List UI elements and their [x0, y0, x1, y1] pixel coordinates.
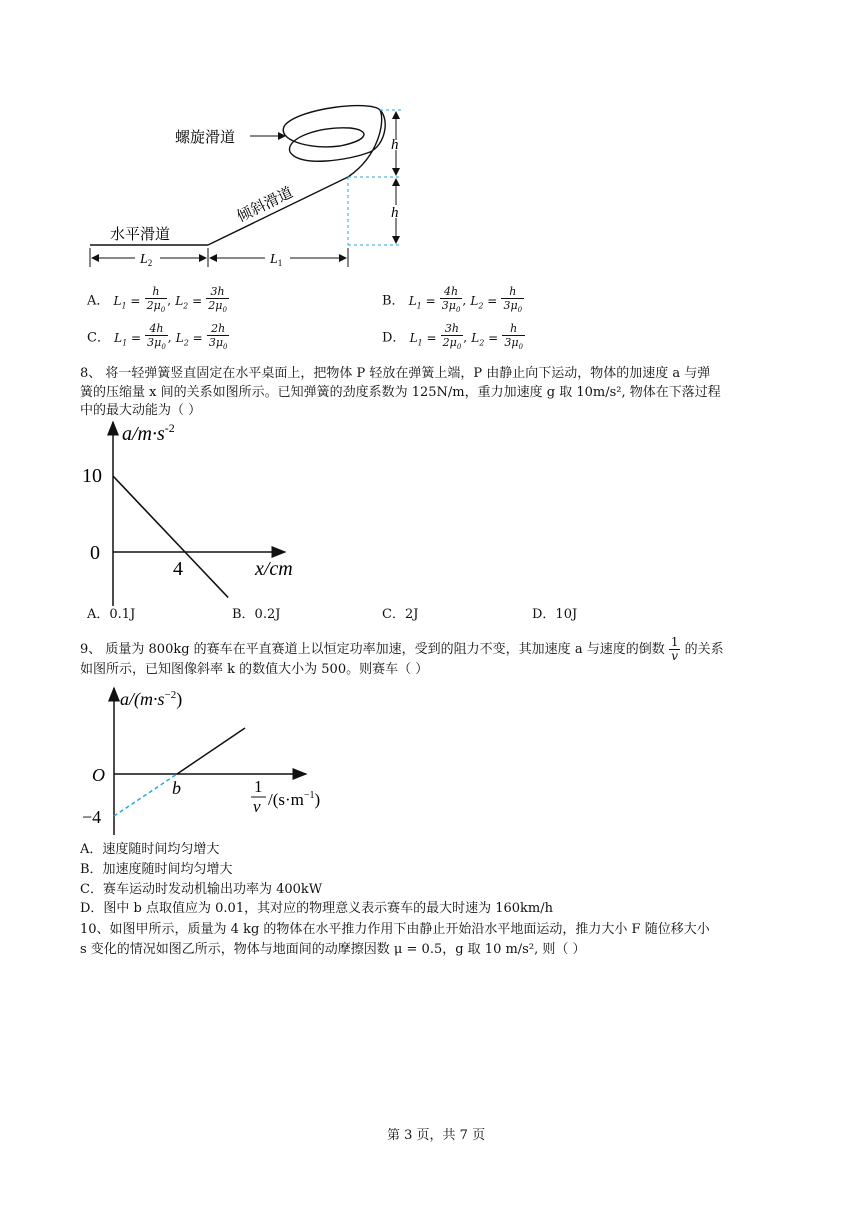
q9-x-unit: $/(s\cdot m^{-1})$	[268, 790, 321, 809]
q8-tick-y-10: 10	[82, 465, 102, 487]
page-footer: 第 3 页，共 7 页	[387, 1128, 486, 1143]
q9-chart	[80, 685, 350, 840]
q8-y-axis-label: $a/m\cdot s^{-2}$	[122, 421, 175, 445]
slide-track-figure	[80, 100, 420, 270]
q9-line-1: 9、 质量为 800kg 的赛车在平直赛道上以恒定功率加速，受到的阻力不变，其加速度 a 与速度的倒数 $\frac{1}{v}$ 的关系	[80, 635, 724, 663]
q7-option-a: A． $L_1$ = $\frac{h}{2\mu_0}$ , $L_2$ = $\frac{3h}{2\mu_0}$	[87, 285, 227, 315]
q10-line-2: s 变化的情况如图乙所示，物体与地面间的动摩擦因数 μ = 0.5，g 取 10 m/s², 则（ ）	[80, 942, 586, 957]
svg-text:L2: $L_2$	[140, 252, 153, 268]
q9-dashed-line	[114, 774, 177, 816]
q9-b-label: b	[172, 778, 181, 798]
h-bottom-label: h	[391, 205, 399, 221]
q9-option-b: B．加速度随时间均匀增大	[80, 862, 233, 877]
q7-option-d: D． $L_1$ = $\frac{3h}{2\mu_0}$ , $L_2$ = $\frac{h}{3\mu_0}$	[382, 322, 523, 352]
h-top-label: h	[391, 137, 399, 153]
spiral-label: 螺旋滑道	[175, 128, 236, 146]
q8-chart	[80, 418, 310, 608]
q8-line-2: 簧的压缩量 x 间的关系如图所示。已知弹簧的劲度系数为 125N/m，重力加速度 g 取 10m/s², 物体在下落过程	[80, 385, 721, 400]
q9-x-frac-num: 1	[254, 777, 263, 796]
q9-option-c: C．赛车运动时发动机输出功率为 400kW	[80, 882, 323, 897]
q8-tick-x-4: 4	[173, 558, 183, 580]
q8-series-segment	[185, 552, 228, 598]
q8-line-1: 8、 将一轻弹簧竖直固定在水平桌面上，把物体 P 轻放在弹簧上端，P 由静止向下运动，物体的加速度 a 与弹	[80, 366, 711, 381]
L2-label: L	[140, 252, 148, 267]
L1-label: L	[270, 252, 278, 267]
q8-tick-origin: 0	[90, 542, 100, 564]
spiral-track	[283, 106, 385, 177]
q8-option-a: A．0.1J	[87, 607, 136, 622]
q9-solid-line	[177, 728, 245, 774]
q8-option-d: D．10J	[532, 607, 578, 622]
q9-option-a: A．速度随时间均匀增大	[80, 842, 220, 857]
q7-option-c: C． $L_1$ = $\frac{4h}{3\mu_0}$ , $L_2$ = $\frac{2h}{3\mu_0}$	[87, 322, 228, 352]
q9-y-axis-label: $a/(m\cdot s^{-2})$	[120, 689, 183, 709]
horizontal-label: 水平滑道	[110, 225, 171, 243]
q8-line-3: 中的最大动能为（ ）	[80, 403, 202, 418]
q8-option-c: C．2J	[382, 607, 419, 622]
q7-option-b: B． $L_1$ = $\frac{4h}{3\mu_0}$ , $L_2$ = $\frac{h}{3\mu_0}$	[382, 285, 523, 315]
q8-series-segment	[113, 476, 185, 552]
q9-minus4-label: −4	[82, 807, 102, 827]
q10-line-1: 10、如图甲所示，质量为 4 kg 的物体在水平推力作用下由静止开始沿水平地面运动，推力大小 F 随位移大小	[80, 922, 710, 937]
incline-label: 倾斜滑道	[233, 183, 296, 226]
q8-option-b: B．0.2J	[232, 607, 281, 622]
q9-x-frac-den: v	[253, 797, 261, 816]
q8-x-axis-label: x/cm	[255, 558, 293, 580]
q9-line-2: 如图所示，已知图像斜率 k 的数值大小为 500。则赛车（ ）	[80, 662, 429, 677]
svg-text:L1: $L_1$	[270, 252, 283, 268]
q9-option-d: D．图中 b 点取值应为 0.01，其对应的物理意义表示赛车的最大时速为 160km/h	[80, 901, 553, 916]
q9-origin-label: O	[92, 765, 105, 785]
